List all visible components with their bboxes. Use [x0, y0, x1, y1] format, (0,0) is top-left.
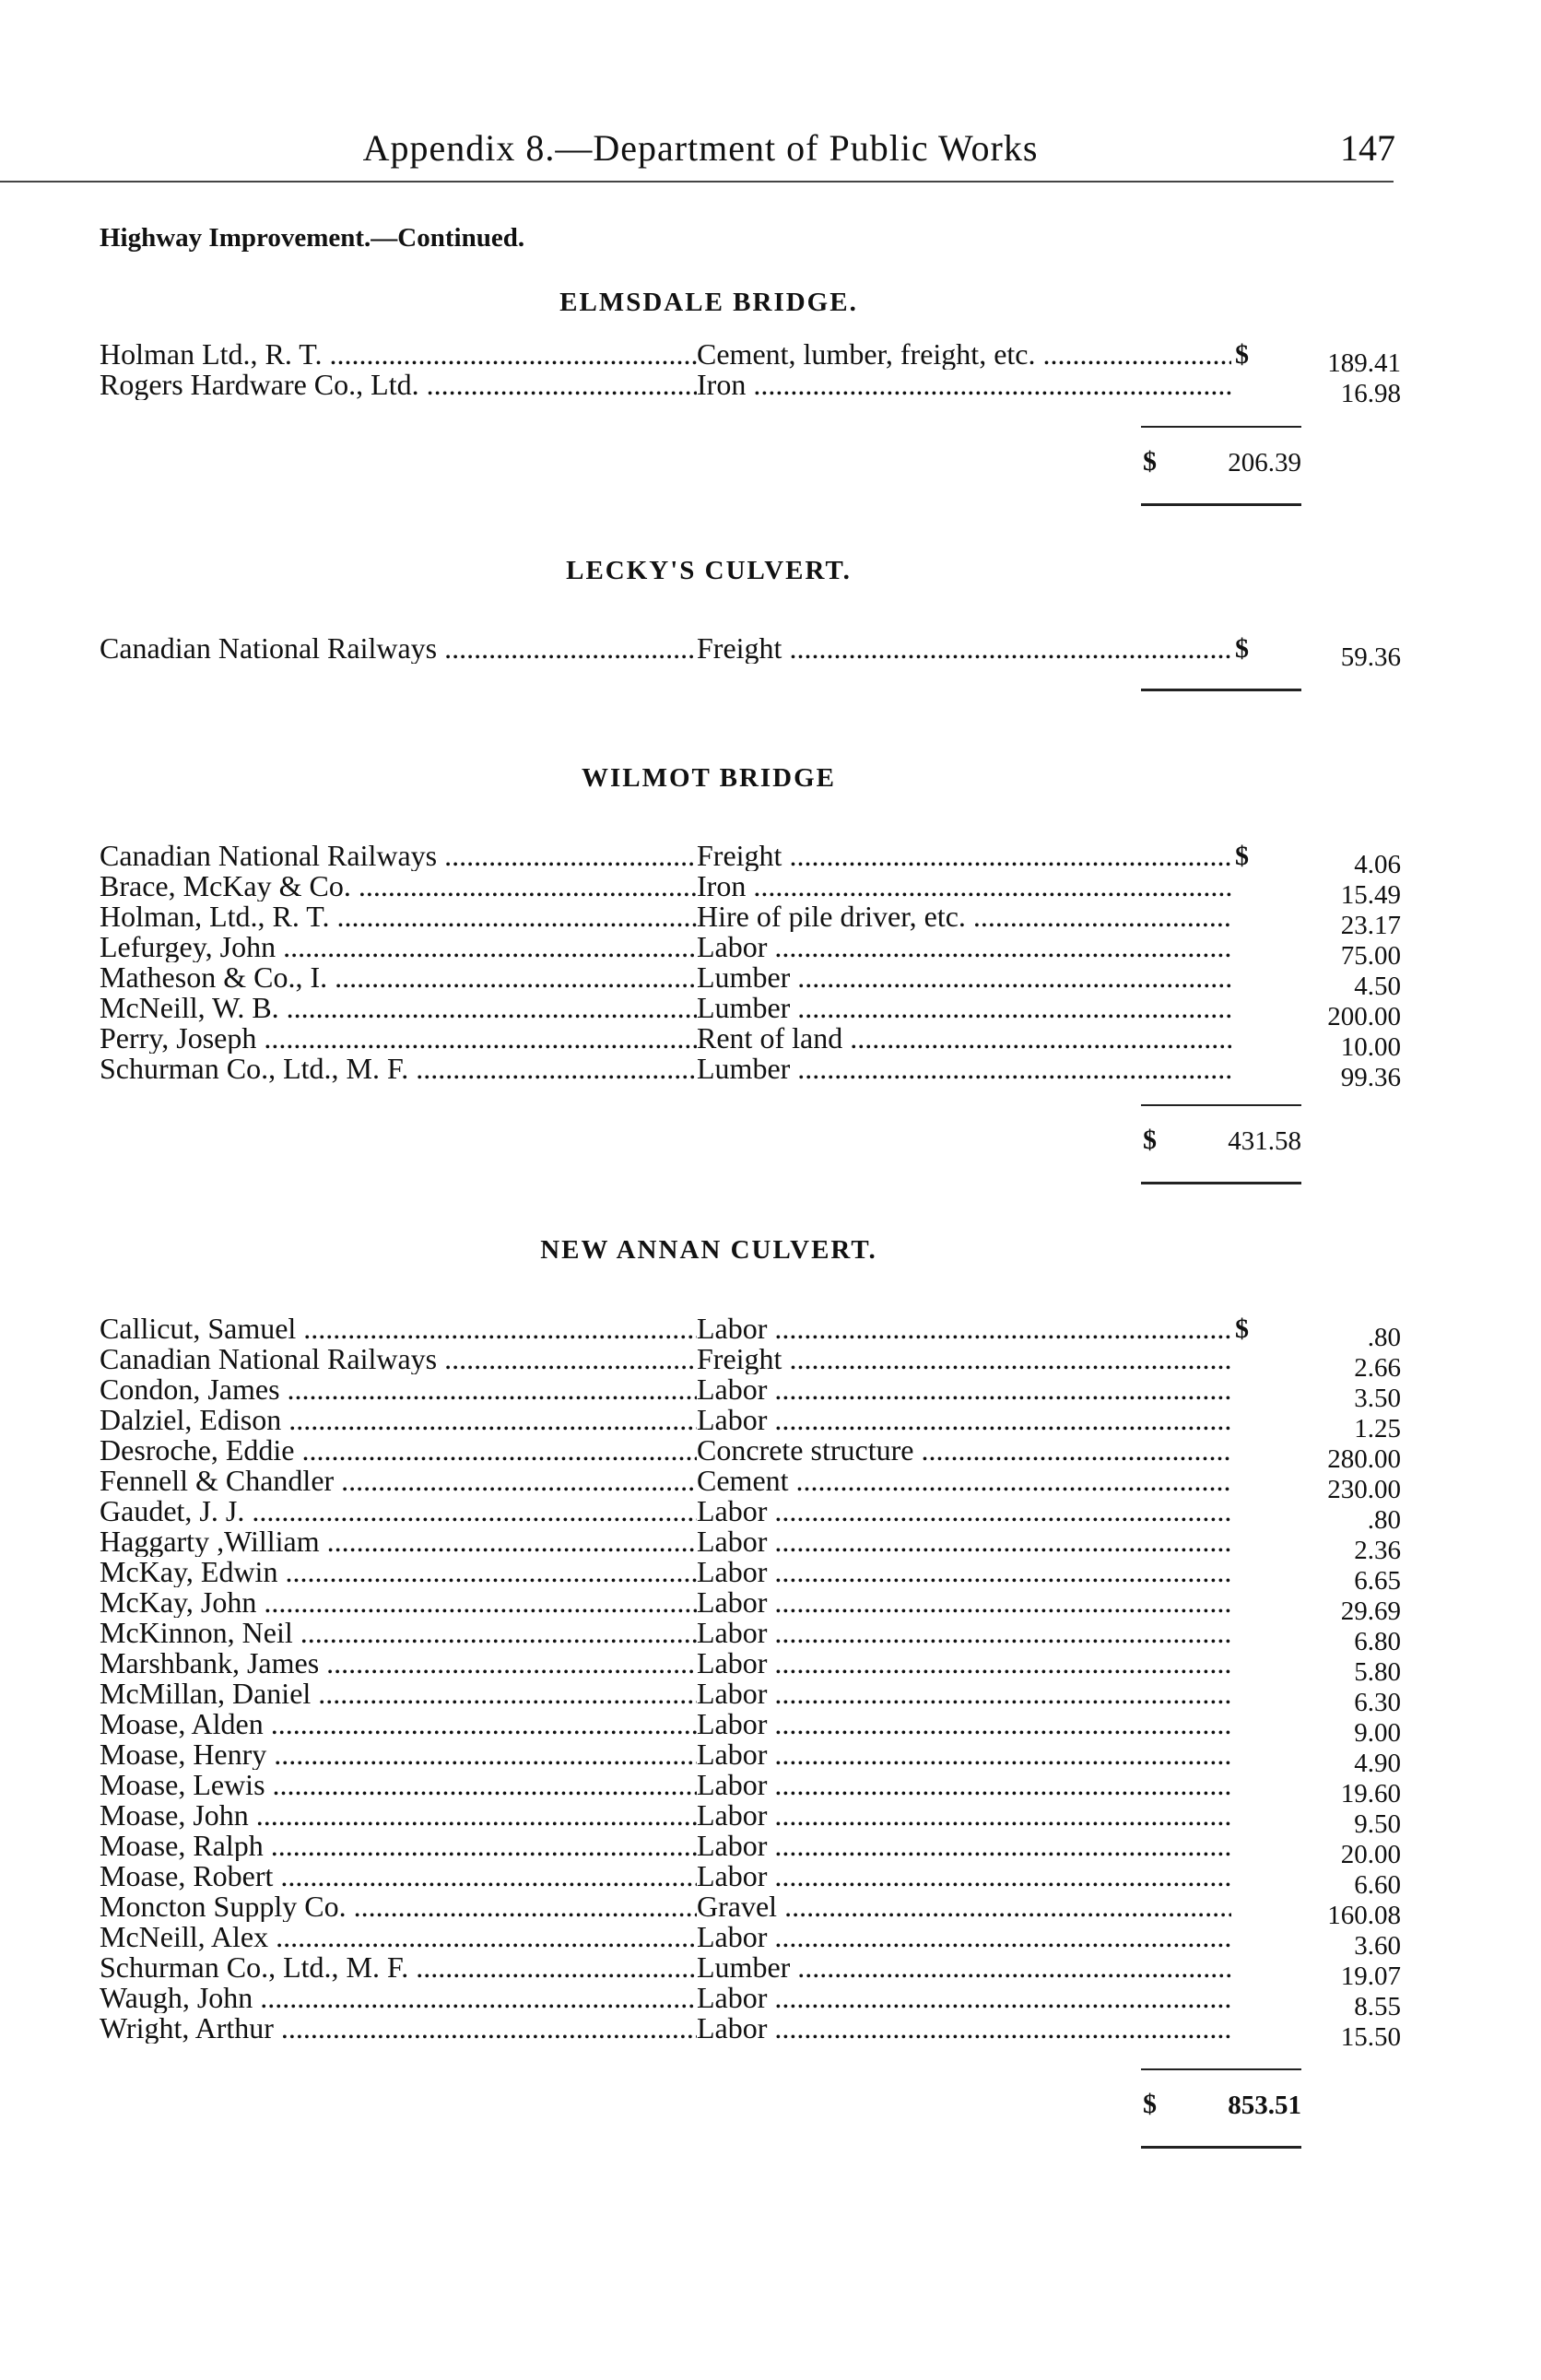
payee-name: Waugh, John .....: [100, 1983, 697, 2013]
item-description: Labor .....: [697, 1648, 1231, 1679]
amount: 99.36: [1340, 1063, 1401, 1092]
total-top-rule: [1141, 1104, 1301, 1106]
page-number: 147: [1340, 127, 1395, 169]
ledger-row: [100, 1861, 1401, 1900]
ledger-row: [100, 633, 1401, 672]
payee-name: Perry, Joseph .....: [100, 1023, 697, 1054]
payee-name: Moase, Alden .....: [100, 1709, 697, 1739]
ledger-row: [100, 1405, 1401, 1443]
item-description: Cement .....: [697, 1466, 1231, 1496]
running-head: Appendix 8.—Department of Public Works: [362, 127, 1039, 169]
amount: 15.50: [1340, 2022, 1401, 2052]
ledger-row: [100, 1618, 1401, 1656]
ledger-row: [100, 1496, 1401, 1535]
continued-label: Highway Improvement.—Continued.: [100, 223, 525, 253]
amount: 1.25: [1354, 1414, 1401, 1443]
section-rule-leckys: [1141, 689, 1301, 691]
section-title-newannan: NEW ANNAN CULVERT.: [540, 1235, 877, 1265]
amount: 6.80: [1354, 1627, 1401, 1656]
payee-name: Rogers Hardware Co., Ltd. .....: [100, 370, 697, 400]
item-description: Freight .....: [697, 1344, 1231, 1374]
ledger-row: [100, 1587, 1401, 1626]
payee-name: Desroche, Eddie .....: [100, 1435, 697, 1466]
item-description: Labor .....: [697, 1557, 1231, 1587]
ledger-row: [100, 1526, 1401, 1565]
section-title-leckys: LECKY'S CULVERT.: [566, 556, 852, 585]
item-description: Labor .....: [697, 932, 1231, 962]
payee-name: Moase, Robert .....: [100, 1861, 697, 1891]
payee-name: Matheson & Co., I. .....: [100, 962, 697, 993]
payee-name: McNeill, W. B. .....: [100, 993, 697, 1023]
payee-name: Canadian National Railways .....: [100, 633, 697, 664]
section-total-newannan: [1134, 2068, 1301, 2157]
amount: 5.80: [1354, 1657, 1401, 1687]
amount: 3.50: [1354, 1384, 1401, 1413]
amount: 230.00: [1327, 1475, 1401, 1504]
item-description: Labor .....: [697, 1800, 1231, 1831]
payee-name: Fennell & Chandler .....: [100, 1466, 697, 1496]
ledger-row: [100, 1679, 1401, 1717]
ledger-row: [100, 1648, 1401, 1687]
item-description: Labor .....: [697, 1618, 1231, 1648]
amount: 8.55: [1354, 1992, 1401, 2021]
item-description: Concrete structure .....: [697, 1435, 1231, 1466]
ledger-row: [100, 1891, 1401, 1930]
payee-name: McKay, Edwin .....: [100, 1557, 697, 1587]
amount: 6.65: [1354, 1566, 1401, 1596]
ledger-row: [100, 993, 1401, 1031]
item-description: Lumber .....: [697, 1054, 1231, 1084]
payee-name: Marshbank, James .....: [100, 1648, 697, 1679]
payee-name: Haggarty ,William .....: [100, 1526, 697, 1557]
ledger-row: [100, 901, 1401, 940]
item-description: Labor .....: [697, 1587, 1231, 1618]
amount: 6.30: [1354, 1688, 1401, 1717]
amount: 59.36: [1340, 642, 1401, 672]
ledger-row: [100, 1831, 1401, 1869]
item-description: Labor .....: [697, 1739, 1231, 1770]
total-currency: $: [1143, 446, 1157, 477]
payee-name: Moase, Lewis .....: [100, 1770, 697, 1800]
total-bottom-rule: [1141, 503, 1301, 506]
item-description: Labor .....: [697, 2013, 1231, 2044]
payee-name: Condon, James .....: [100, 1374, 697, 1405]
currency-sign: $: [1235, 1314, 1249, 1344]
total-top-rule: [1141, 426, 1301, 428]
item-description: Labor .....: [697, 1314, 1231, 1344]
ledger-row: [100, 1314, 1401, 1352]
item-description: Labor .....: [697, 1770, 1231, 1800]
item-description: Labor .....: [697, 1922, 1231, 1952]
ledger-row: [100, 339, 1401, 378]
ledger-row: [100, 1557, 1401, 1596]
amount: .80: [1367, 1323, 1401, 1352]
ledger-row: [100, 1023, 1401, 1062]
amount: 189.41: [1327, 348, 1401, 378]
ledger-row: [100, 962, 1401, 1001]
amount: 19.60: [1340, 1779, 1401, 1809]
item-description: Freight .....: [697, 633, 1231, 664]
amount: 23.17: [1340, 911, 1401, 940]
payee-name: Gaudet, J. J. .....: [100, 1496, 697, 1526]
payee-name: McKay, John .....: [100, 1587, 697, 1618]
item-description: Iron .....: [697, 370, 1231, 400]
amount: 9.50: [1354, 1809, 1401, 1839]
amount: 29.69: [1340, 1596, 1401, 1626]
ledger-row: [100, 932, 1401, 971]
amount: 2.66: [1354, 1353, 1401, 1383]
payee-name: Moncton Supply Co. .....: [100, 1891, 697, 1922]
ledger-row: [100, 1344, 1401, 1383]
ledger-row: [100, 841, 1401, 879]
payee-name: Callicut, Samuel .....: [100, 1314, 697, 1344]
item-description: Labor .....: [697, 1831, 1231, 1861]
payee-name: Holman Ltd., R. T. .....: [100, 339, 697, 370]
currency-sign: $: [1235, 633, 1249, 664]
ledger-row: [100, 1054, 1401, 1092]
item-description: Labor .....: [697, 1983, 1231, 2013]
amount: 2.36: [1354, 1536, 1401, 1565]
amount: 4.50: [1354, 972, 1401, 1001]
total-currency: $: [1143, 1125, 1157, 1155]
ledger-row: [100, 1374, 1401, 1413]
ledger-row: [100, 1922, 1401, 1961]
amount: 20.00: [1340, 1840, 1401, 1869]
section-rows-wilmot: [100, 841, 1401, 1092]
item-description: Labor .....: [697, 1374, 1231, 1405]
section-rows-newannan: [100, 1314, 1401, 2052]
amount: 4.90: [1354, 1749, 1401, 1778]
ledger-row: [100, 1435, 1401, 1474]
item-description: Labor .....: [697, 1526, 1231, 1557]
section-title-elmsdale: ELMSDALE BRIDGE.: [559, 288, 858, 317]
amount: 160.08: [1327, 1901, 1401, 1930]
currency-sign: $: [1235, 841, 1249, 871]
item-description: Labor .....: [697, 1861, 1231, 1891]
total-bottom-rule: [1141, 1182, 1301, 1184]
item-description: Cement, lumber, freight, etc. .....: [697, 339, 1231, 370]
payee-name: Dalziel, Edison .....: [100, 1405, 697, 1435]
item-description: Iron .....: [697, 871, 1231, 901]
payee-name: Lefurgey, John .....: [100, 932, 697, 962]
payee-name: Wright, Arthur .....: [100, 2013, 697, 2044]
payee-name: Holman, Ltd., R. T. .....: [100, 901, 697, 932]
amount: 6.60: [1354, 1870, 1401, 1900]
payee-name: Brace, McKay & Co. .....: [100, 871, 697, 901]
section-total-wilmot: [1134, 1104, 1301, 1193]
section-rows-elmsdale: [100, 339, 1401, 408]
item-description: Hire of pile driver, etc. .....: [697, 901, 1231, 932]
payee-name: McKinnon, Neil .....: [100, 1618, 697, 1648]
section-total-elmsdale: [1134, 426, 1301, 514]
amount: 15.49: [1340, 880, 1401, 910]
amount: 9.00: [1354, 1718, 1401, 1748]
amount: 75.00: [1340, 941, 1401, 971]
payee-name: McMillan, Daniel .....: [100, 1679, 697, 1709]
amount: 200.00: [1327, 1002, 1401, 1031]
item-description: Rent of land .....: [697, 1023, 1231, 1054]
amount: 3.60: [1354, 1931, 1401, 1961]
payee-name: McNeill, Alex .....: [100, 1922, 697, 1952]
total-amount: 853.51: [1228, 2091, 1301, 2120]
total-amount: 431.58: [1228, 1126, 1301, 1156]
payee-name: Moase, Henry .....: [100, 1739, 697, 1770]
total-currency: $: [1143, 2089, 1157, 2119]
ledger-row: [100, 1983, 1401, 2021]
total-bottom-rule: [1141, 2146, 1301, 2149]
ledger-row: [100, 1739, 1401, 1778]
currency-sign: $: [1235, 339, 1249, 370]
ledger-row: [100, 1770, 1401, 1809]
amount: .80: [1367, 1505, 1401, 1535]
payee-name: Canadian National Railways .....: [100, 841, 697, 871]
payee-name: Schurman Co., Ltd., M. F. .....: [100, 1952, 697, 1983]
payee-name: Moase, John .....: [100, 1800, 697, 1831]
amount: 4.06: [1354, 850, 1401, 879]
ledger-row: [100, 2013, 1401, 2052]
ledger-row: [100, 871, 1401, 910]
item-description: Labor .....: [697, 1679, 1231, 1709]
payee-name: Canadian National Railways .....: [100, 1344, 697, 1374]
payee-name: Schurman Co., Ltd., M. F. .....: [100, 1054, 697, 1084]
ledger-row: [100, 1800, 1401, 1839]
ledger-row: [100, 370, 1401, 408]
item-description: Lumber .....: [697, 993, 1231, 1023]
item-description: Lumber .....: [697, 1952, 1231, 1983]
item-description: Gravel .....: [697, 1891, 1231, 1922]
amount: 280.00: [1327, 1444, 1401, 1474]
section-rows-leckys: [100, 633, 1401, 672]
section-title-wilmot: WILMOT BRIDGE: [581, 763, 837, 793]
item-description: Labor .....: [697, 1496, 1231, 1526]
payee-name: Moase, Ralph .....: [100, 1831, 697, 1861]
ledger-row: [100, 1466, 1401, 1504]
ledger-row: [100, 1709, 1401, 1748]
item-description: Freight .....: [697, 841, 1231, 871]
total-top-rule: [1141, 2068, 1301, 2070]
amount: 19.07: [1340, 1962, 1401, 1991]
amount: 10.00: [1340, 1032, 1401, 1062]
amount: 16.98: [1340, 379, 1401, 408]
item-description: Labor .....: [697, 1405, 1231, 1435]
header-rule: [0, 181, 1394, 183]
item-description: Labor .....: [697, 1709, 1231, 1739]
item-description: Lumber .....: [697, 962, 1231, 993]
ledger-row: [100, 1952, 1401, 1991]
total-amount: 206.39: [1228, 448, 1301, 477]
